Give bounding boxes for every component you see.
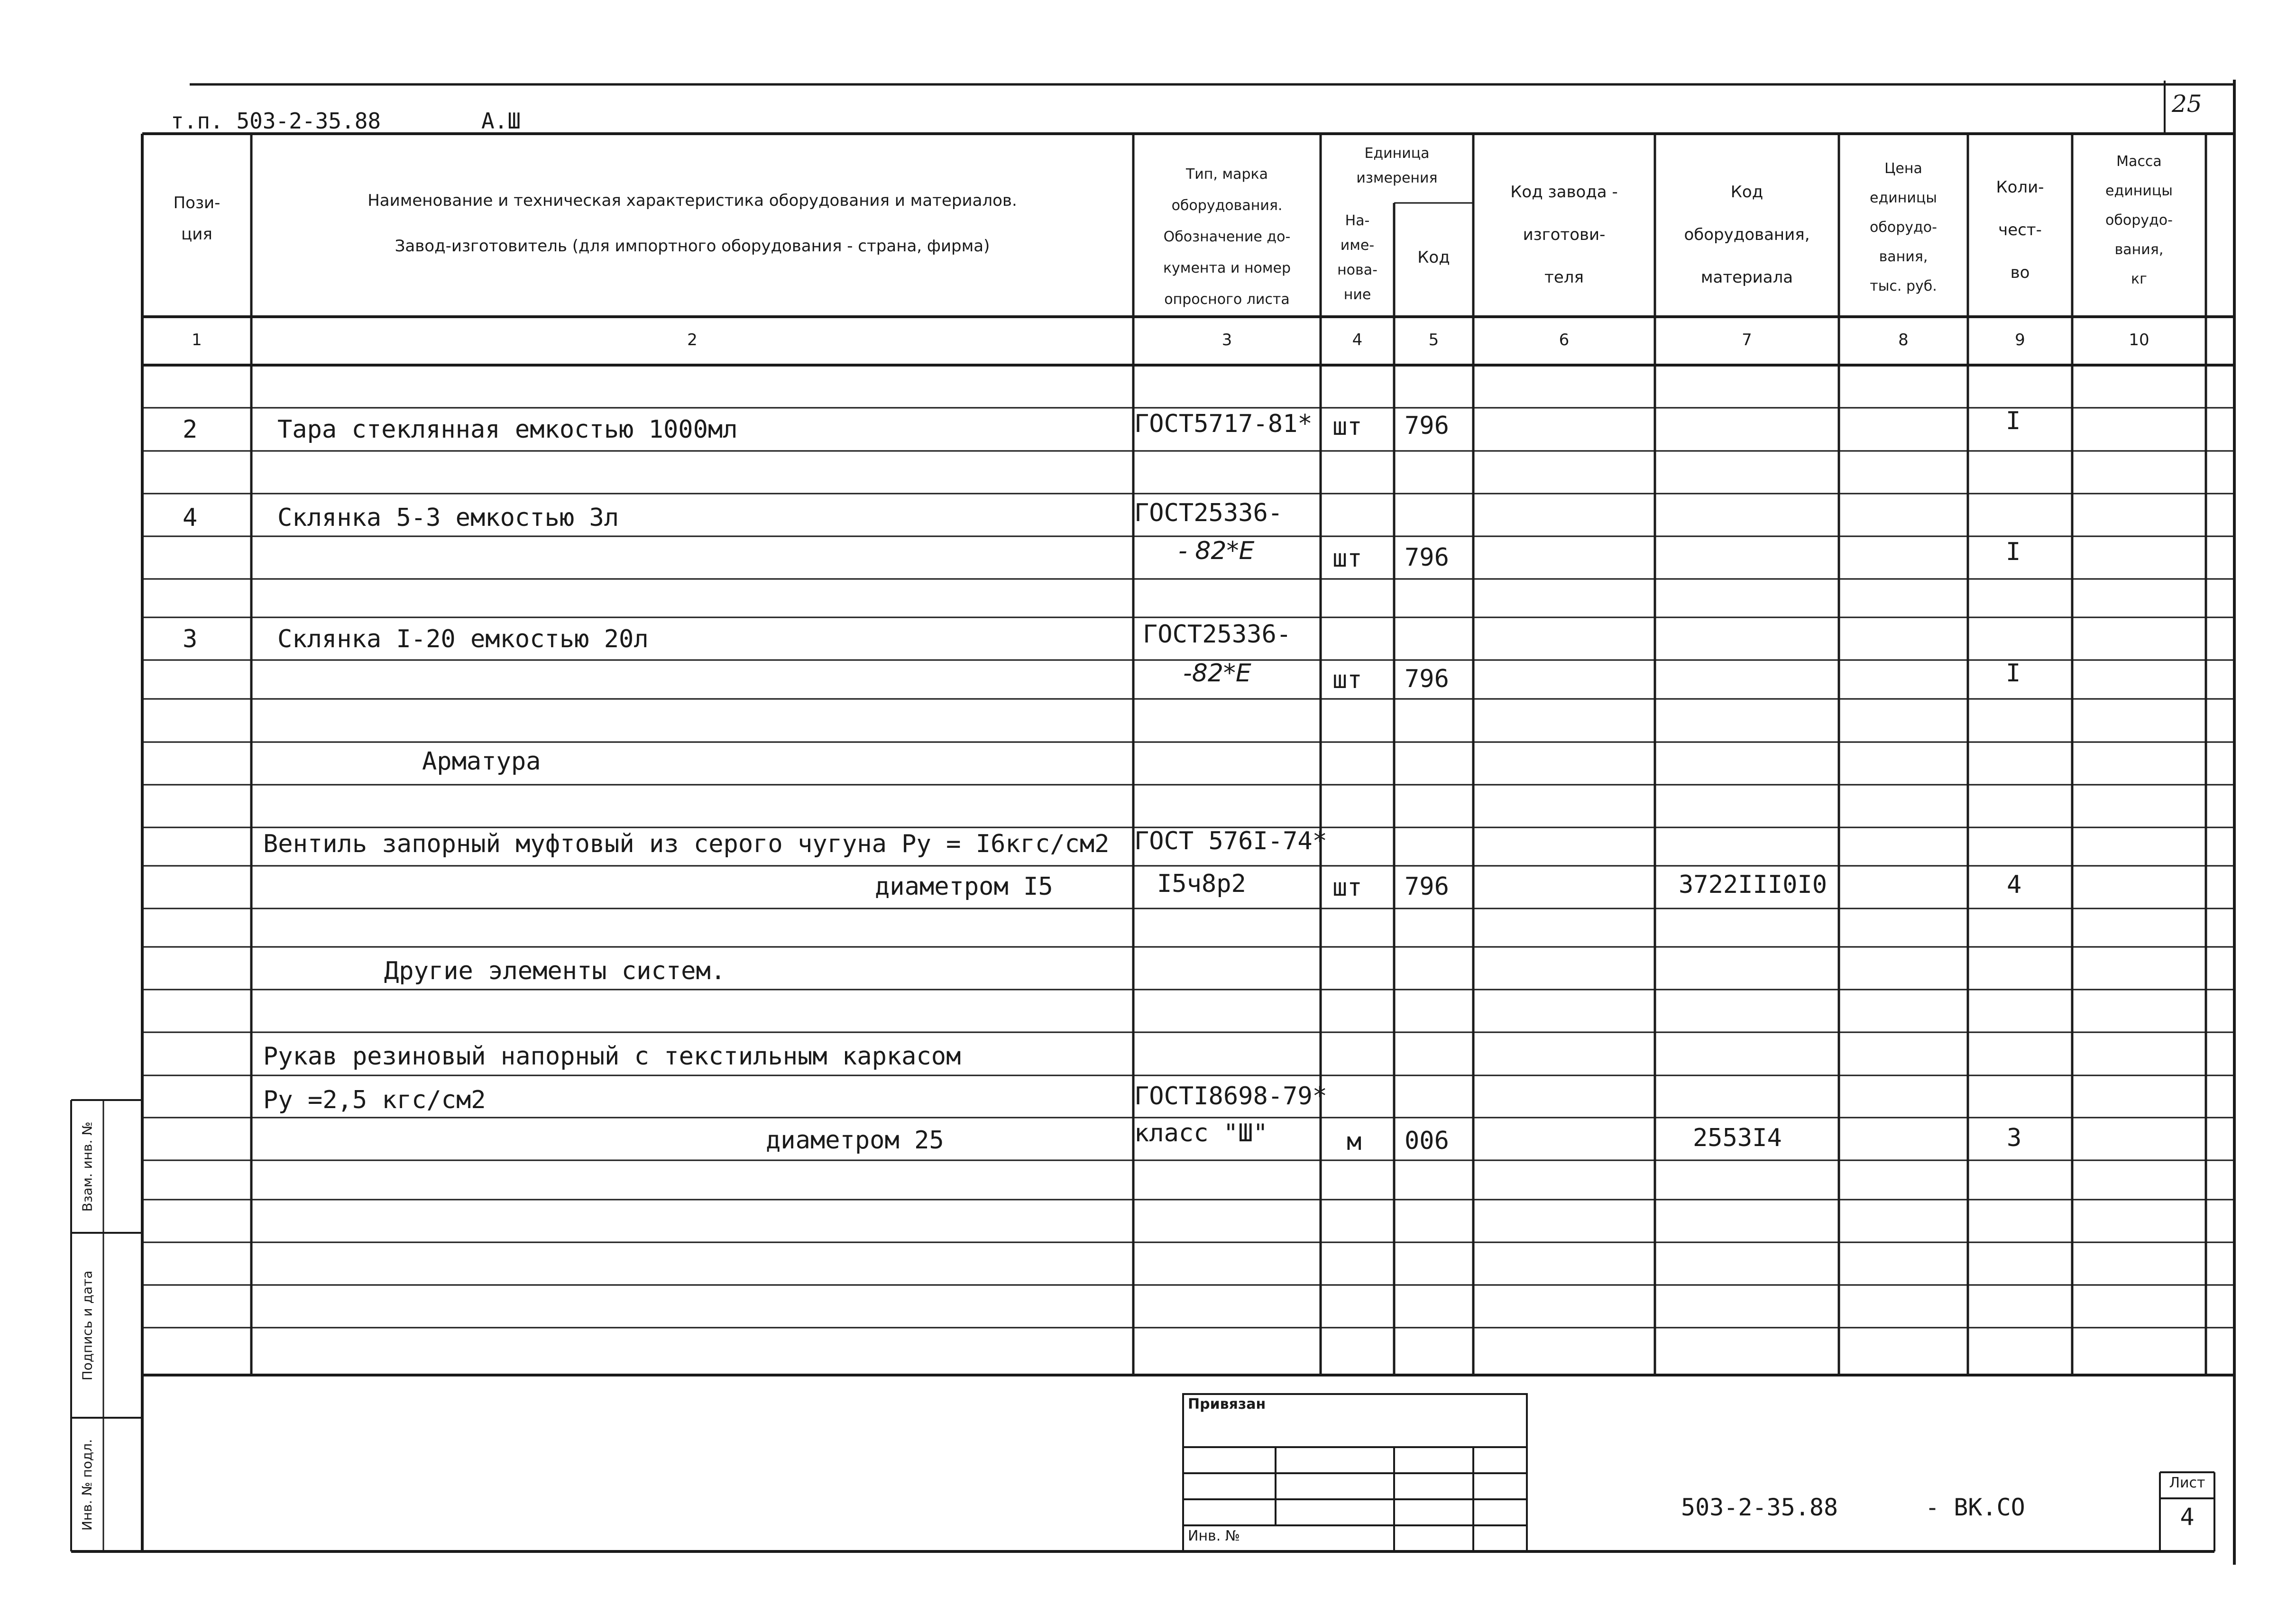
col-number: 8 bbox=[1898, 330, 1909, 349]
cell-name: диаметром 25 bbox=[766, 1126, 944, 1155]
page-number: 25 bbox=[2172, 90, 2202, 118]
col-position-header: Пози- ция bbox=[173, 193, 220, 244]
cell-name: Ру =2,5 кгс/см2 bbox=[263, 1086, 486, 1114]
cell-equipment-code: 2553I4 bbox=[1693, 1124, 1782, 1152]
stamp-inv-label: Инв. № bbox=[1188, 1528, 1240, 1544]
cell-unit-code: 006 bbox=[1405, 1127, 1449, 1155]
col-quantity-header: Коли- чест- во bbox=[1996, 178, 2044, 282]
album-code: А.Ш bbox=[481, 108, 521, 134]
col-name-header: Наименование и техническая характеристика оборудования и материалов. Завод-изготовитель (для импортного оборудования - страна, фирма) bbox=[367, 191, 1017, 256]
cell-name: Склянка 5-3 емкостью 3л bbox=[277, 504, 619, 532]
col-number: 10 bbox=[2129, 330, 2149, 349]
col-number: 2 bbox=[687, 330, 698, 349]
col-number: 6 bbox=[1559, 330, 1570, 349]
cell-equipment-code: 3722III0I0 bbox=[1679, 871, 1828, 899]
cell-type: ГОСТ25336- bbox=[1143, 620, 1292, 649]
margin-label-signature-date: Подпись и дата bbox=[79, 1270, 95, 1380]
cell-quantity: 3 bbox=[2007, 1124, 2022, 1152]
cell-name: Вентиль запорный муфтовый из серого чугуна Ру = I6кгс/см2 bbox=[263, 830, 1110, 858]
cell-unit: шт bbox=[1332, 544, 1362, 573]
col-unit-code-header: Код bbox=[1417, 248, 1450, 267]
cell-name: диаметром I5 bbox=[875, 872, 1053, 901]
cell-quantity: 4 bbox=[2007, 871, 2022, 899]
cell-unit: шт bbox=[1332, 873, 1362, 902]
cell-type: I5ч8р2 bbox=[1157, 870, 1246, 898]
col-number: 4 bbox=[1352, 330, 1363, 349]
cell-unit-code: 796 bbox=[1405, 872, 1449, 901]
sheet-label: Лист bbox=[2169, 1475, 2205, 1491]
cell-position: 3 bbox=[183, 625, 198, 653]
cell-type: -82*Е bbox=[1183, 659, 1251, 688]
cell-unit: м bbox=[1347, 1128, 1362, 1156]
cell-quantity: I bbox=[2006, 538, 2021, 566]
cell-quantity: I bbox=[2006, 659, 2021, 688]
margin-label-original-inv: Инв. № подл. bbox=[79, 1439, 95, 1531]
col-number: 9 bbox=[2015, 330, 2025, 349]
cell-type: ГОСТ25336- bbox=[1134, 499, 1283, 527]
col-number: 1 bbox=[192, 330, 202, 349]
col-number: 5 bbox=[1428, 330, 1439, 349]
col-factory-code-header: Код завода - изготови- теля bbox=[1510, 183, 1618, 287]
header-ref: т.п. 503-2-35.88 bbox=[171, 108, 381, 134]
cell-type: класс "Ш" bbox=[1134, 1119, 1268, 1147]
drawing-code: 503-2-35.88 bbox=[1681, 1494, 1838, 1521]
sheet-number: 4 bbox=[2180, 1503, 2195, 1531]
col-price-header: Цена единицы оборудо- вания, тыс. руб. bbox=[1870, 160, 1937, 294]
margin-label-replaced-inv: Взам. инв. № bbox=[79, 1121, 95, 1212]
cell-unit-code: 796 bbox=[1405, 412, 1449, 440]
cell-quantity: I bbox=[2006, 407, 2021, 435]
col-equipment-code-header: Код оборудования, материала bbox=[1684, 183, 1810, 287]
section-title: Арматура bbox=[422, 747, 541, 776]
cell-name: Склянка I-20 емкостью 20л bbox=[277, 625, 649, 653]
col-number: 7 bbox=[1742, 330, 1752, 349]
cell-name: Тара стеклянная емкостью 1000мл bbox=[277, 415, 738, 444]
cell-type: - 82*Е bbox=[1178, 537, 1255, 565]
col-unit-header: Единица измерения bbox=[1356, 145, 1438, 186]
stamp-tied-label: Привязан bbox=[1188, 1396, 1266, 1413]
cell-unit-code: 796 bbox=[1405, 543, 1449, 572]
cell-unit-code: 796 bbox=[1405, 665, 1449, 693]
col-unit-name-header: На- име- нова- ние bbox=[1337, 212, 1378, 303]
cell-name: Рукав резиновый напорный с текстильным каркасом bbox=[263, 1042, 961, 1071]
col-type-header: Тип, марка оборудования. Обозначение до- кумента и номер опросного листа bbox=[1163, 166, 1291, 308]
cell-type: ГОСТ5717-81* bbox=[1134, 410, 1313, 438]
col-number: 3 bbox=[1221, 330, 1232, 349]
cell-unit: шт bbox=[1332, 413, 1362, 441]
cell-unit: шт bbox=[1332, 666, 1362, 694]
cell-type: ГОСТ 576I-74* bbox=[1134, 827, 1327, 855]
section-title: Другие элементы систем. bbox=[384, 957, 726, 985]
drawing-suffix: - ВК.СО bbox=[1925, 1494, 2025, 1521]
cell-type: ГОСТI8698-79* bbox=[1134, 1082, 1327, 1110]
col-mass-header: Масса единицы оборудо- вания, кг bbox=[2105, 153, 2173, 287]
cell-position: 2 bbox=[183, 415, 198, 444]
cell-position: 4 bbox=[183, 504, 198, 532]
